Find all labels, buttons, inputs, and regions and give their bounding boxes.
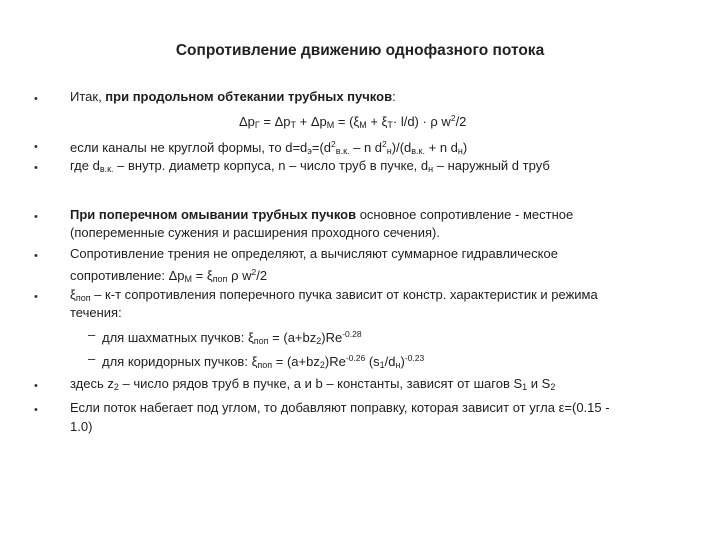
slide-title: Сопротивление движению однофазного потока <box>175 42 545 59</box>
longitudinal-flow-text: Итак, при продольном обтекании трубных пучков: <box>70 89 396 104</box>
bullet-marker: • <box>34 211 38 223</box>
bullet-marker: • <box>34 250 38 262</box>
rows-constants-text: здесь $z_2$ – число рядов труб в пучке, a и b – константы, зависят от шагов $S_1$ и $S_2$ <box>70 376 556 392</box>
staggered-bundle-formula: для шахматных пучков: $\xi_{поп} = (a+bz_2)Re^{-0.28}$ <box>102 329 362 346</box>
bullet-marker: • <box>34 141 38 153</box>
angle-correction-text: Если поток набегает под углом, то добавляют поправку, которая зависит от угла ε=(0.15 - <box>70 400 610 415</box>
total-resistance-formula: сопротивление: $\Delta p_М = \xi_{поп}$ ρ $w^2/2$ <box>70 267 268 284</box>
bullet-marker: • <box>34 162 38 174</box>
angle-correction-cont: 1.0) <box>70 419 93 434</box>
total-resistance-text: Сопротивление трения не определяют, а вычисляют суммарное гидравлическое <box>70 246 558 261</box>
bullet-marker: • <box>34 404 38 416</box>
equivalent-diameter-text: если каналы не круглой формы, то $d=d_э=(d^2_{в.к.} - n$ $d^2_н)/(d_{в.к.} + n$ $d_н$) <box>70 139 468 156</box>
inline-bundle-formula: для коридорных пучков: $\xi_{поп} = (a+bz_2)Re^{-0.26}$ $(s_1/d_н)^{-0.23}$ <box>102 353 425 370</box>
pressure-drop-formula: $\Delta p_Г = \Delta p_Т + \Delta p_М = (\xi_М + \xi_Т\cdot l/d) \cdot \rho$ $w^2/2$ <box>239 113 467 130</box>
cross-bundle-coefficient-text: $\xi_{поп} - к-т$ сопротивления поперечного пучка зависит от констр. характеристик и режима <box>70 287 598 303</box>
bullet-marker: • <box>34 291 38 303</box>
bullet-marker: • <box>34 380 38 392</box>
dash-marker: – <box>88 351 96 366</box>
cross-bundle-coefficient-cont: течения: <box>70 305 122 320</box>
cross-flow-text-cont: (попеременные сужения и расширения проходного сечения). <box>70 225 440 240</box>
dash-marker: – <box>88 327 96 342</box>
cross-flow-text: При поперечном омывании трубных пучков основное сопротивление - местное <box>70 207 574 222</box>
diameter-definitions-text: где $d_{в.к.}$ – внутр. диаметр корпуса, n – число труб в пучке, $d_н$ – наружный d труб <box>70 158 550 174</box>
bullet-marker: • <box>34 93 38 105</box>
